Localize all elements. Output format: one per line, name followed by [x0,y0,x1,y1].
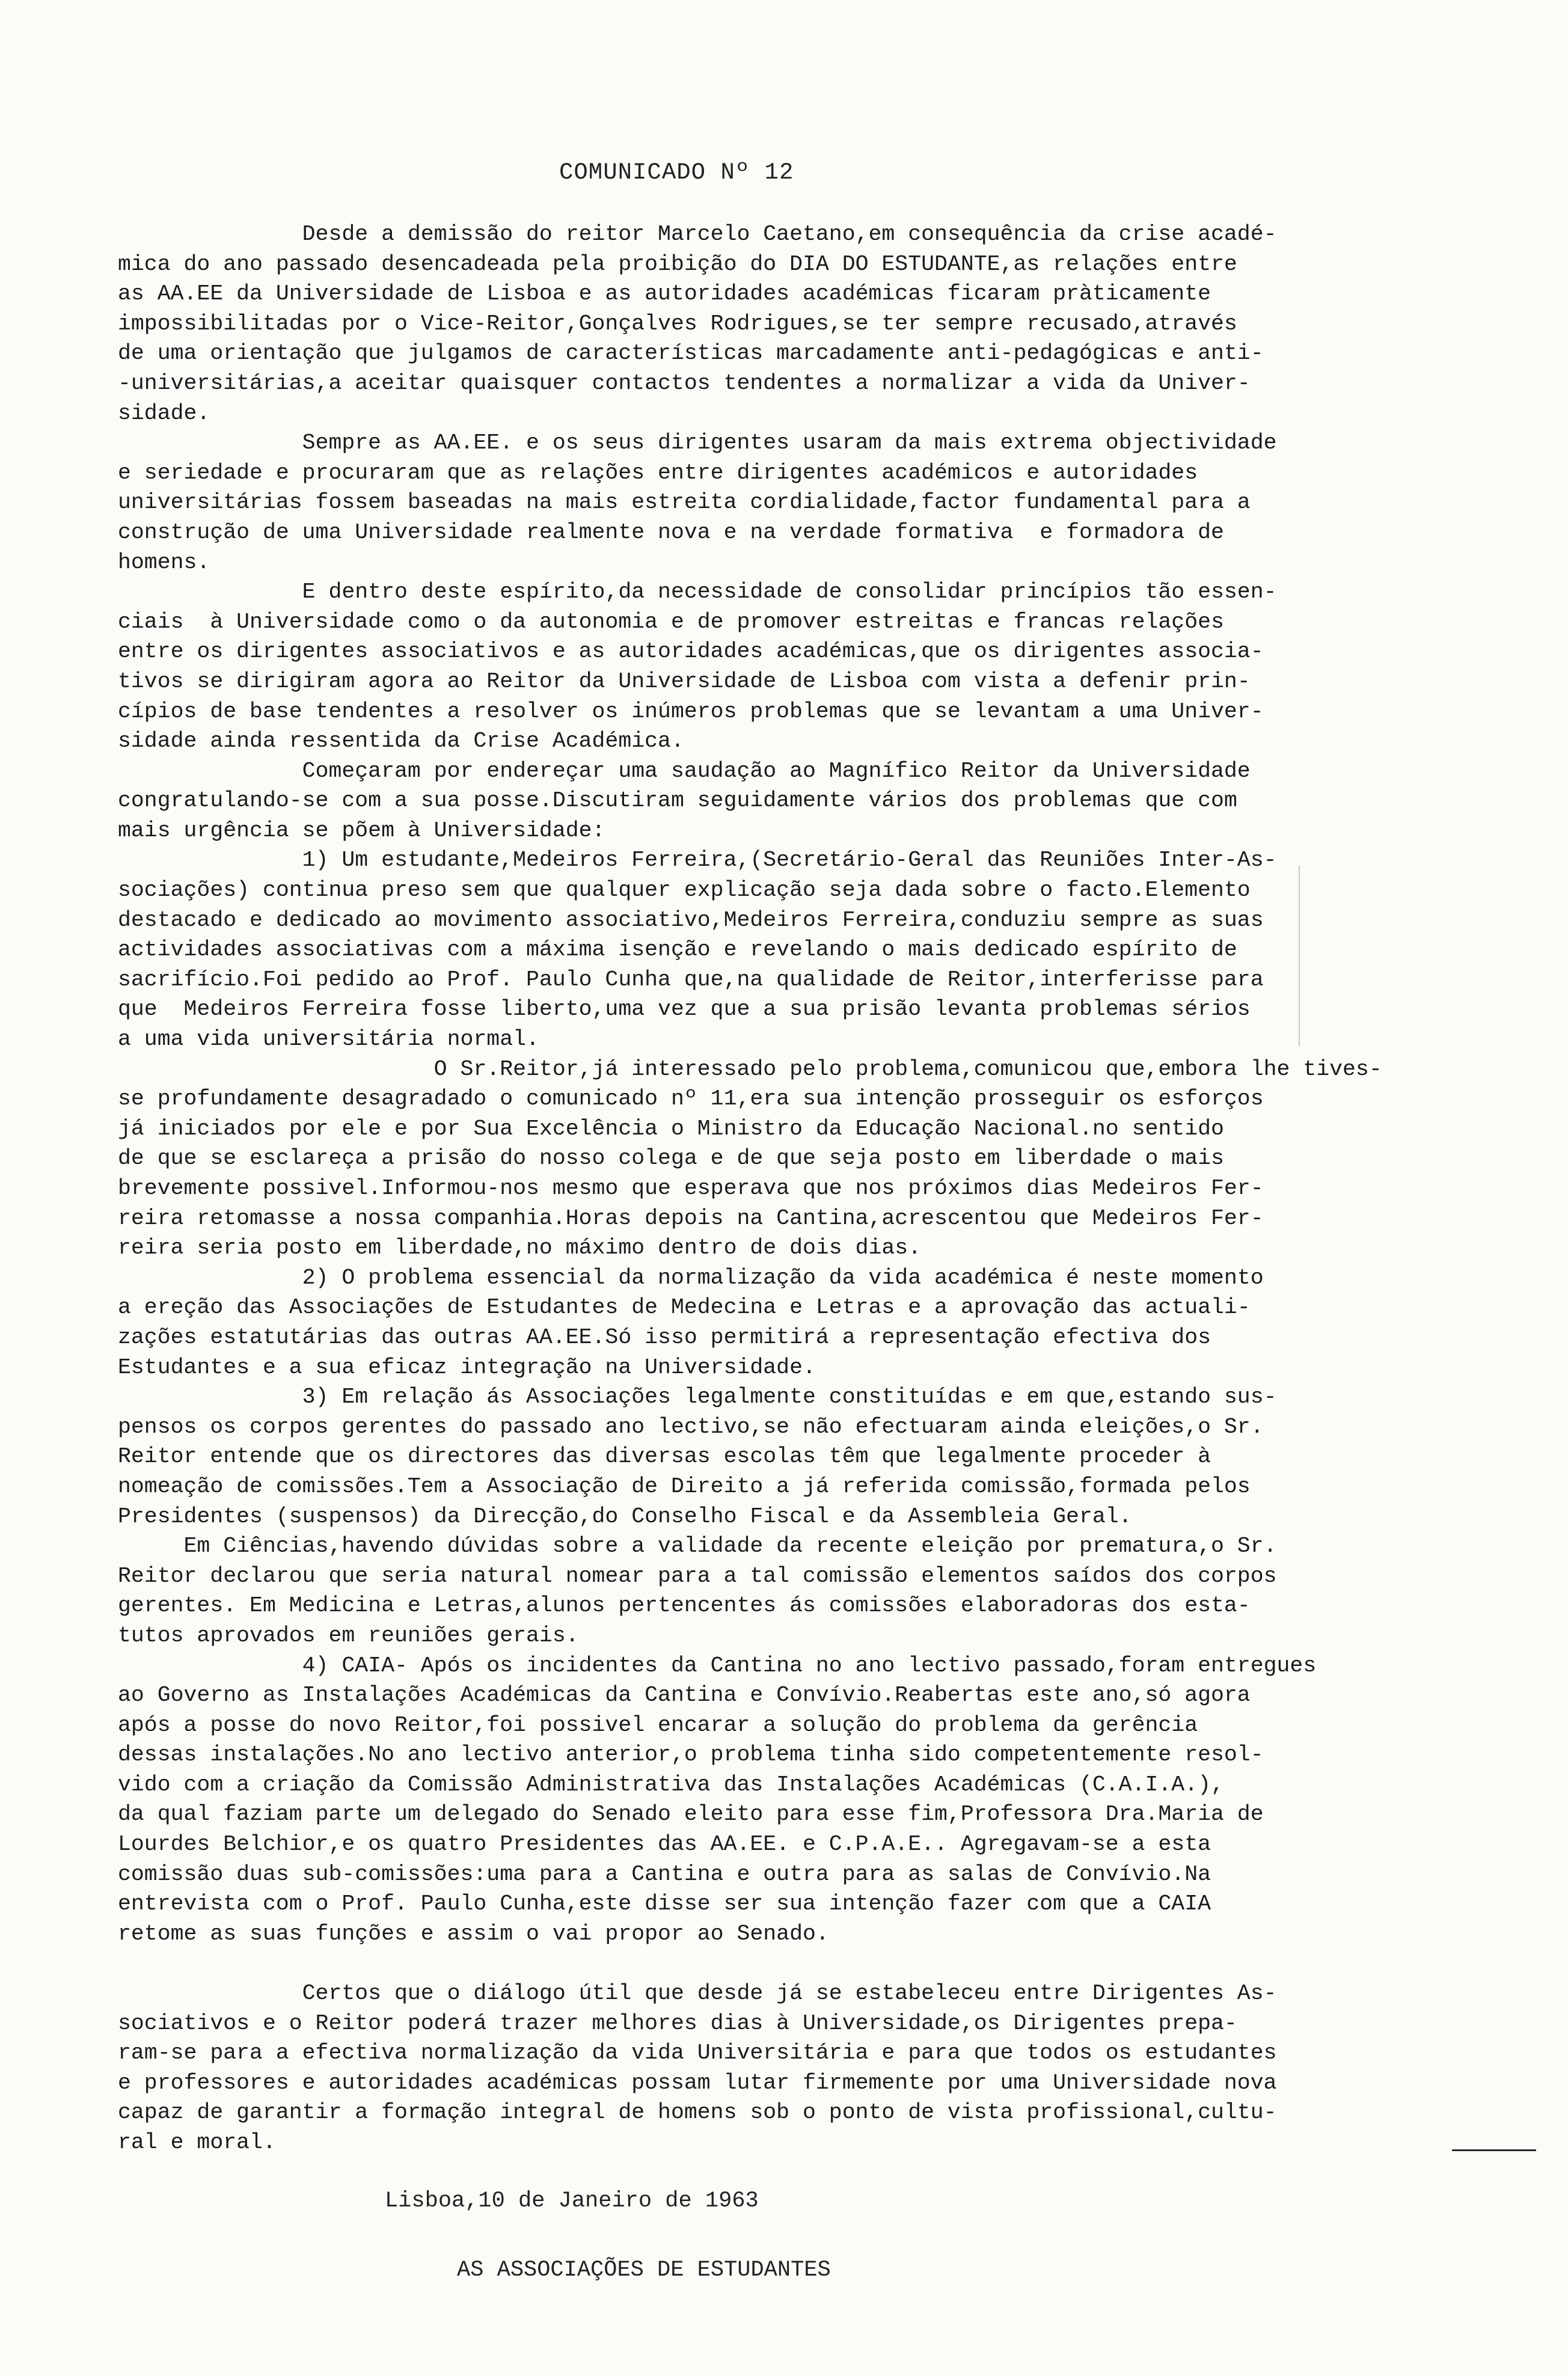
text-line: de que se esclareça a prisão do nosso colega e de que seja posto em liberdade o mais [118,1146,1224,1171]
text-line: entre os dirigentes associativos e as autoridades académicas,que os dirigentes associa- [118,639,1264,664]
text-line: sidade. [118,400,210,426]
text-line: ao Governo as Instalações Académicas da Cantina e Convívio.Reabertas este ano,só agora [118,1683,1251,1708]
text-line: sidade ainda ressentida da Crise Académica. [118,729,684,754]
text-line: que Medeiros Ferreira fosse liberto,uma vez que a sua prisão levanta problemas sérios [118,997,1251,1022]
text-line: mais urgência se põem à Universidade: [118,818,605,843]
text-line: já iniciados por ele e por Sua Excelência o Ministro da Educação Nacional.no sentido [118,1116,1224,1141]
text-line: Certos que o diálogo útil que desde já se estabeleceu entre Dirigentes As- [118,1981,1277,2006]
scan-mark [1452,2149,1536,2151]
text-line: entrevista com o Prof. Paulo Cunha,este disse ser sua intenção fazer com que a CAIA [118,1891,1211,1917]
text-line: tutos aprovados em reuniões gerais. [118,1623,579,1648]
place-and-date: Lisboa,10 de Janeiro de 1963 [385,2188,759,2214]
text-line: as AA.EE da Universidade de Lisboa e as autoridades académicas ficaram pràticamente [118,281,1211,307]
document-body [118,219,1465,2158]
text-line: comissão duas sub-comissões:uma para a Cantina e outra para as salas de Convívio.Na [118,1861,1211,1887]
text-line: 4) CAIA- Após os incidentes da Cantina no ano lectivo passado,foram entregues [118,1653,1317,1678]
text-line: Lourdes Belchior,e os quatro Presidentes das AA.EE. e C.P.A.E.. Agregavam-se a esta [118,1832,1211,1857]
text-line: Começaram por endereçar uma saudação ao Magnífico Reitor da Universidade [118,758,1251,783]
text-line: -universitárias,a aceitar quaisquer contactos tendentes a normalizar a vida da Univer- [118,370,1251,396]
text-line: Desde a demissão do reitor Marcelo Caetano,em consequência da crise acadé- [118,222,1277,246]
text-line: sociações) continua preso sem que qualquer explicação seja dada sobre o facto.Elemento [118,878,1251,903]
text-line: Em Ciências,havendo dúvidas sobre a validade da recente eleição por prematura,o Sr. [118,1534,1277,1559]
text-line: 3) Em relação ás Associações legalmente constituídas e em que,estando sus- [118,1385,1277,1410]
text-line: cípios de base tendentes a resolver os inúmeros problemas que se levantam a uma Univer- [118,699,1264,724]
text-line: de uma orientação que julgamos de características marcadamente anti-pedagógicas e anti- [118,341,1264,366]
text-line: Reitor declarou que seria natural nomear para a tal comissão elementos saídos dos corpos [118,1563,1277,1588]
text-line: se profundamente desagradado o comunicado nº 11,era sua intenção prosseguir os esforços [118,1086,1264,1112]
text-line: Presidentes (suspensos) da Direcção,do Conselho Fiscal e da Assembleia Geral. [118,1504,1132,1529]
text-line: brevemente possivel.Informou-nos mesmo que esperava que nos próximos dias Medeiros Fer- [118,1176,1264,1201]
text-line: Estudantes e a sua eficaz integração na Universidade. [118,1355,816,1380]
text-line: sociativos e o Reitor poderá trazer melhores dias à Universidade,os Dirigentes prepa- [118,2010,1237,2036]
text-line: 2) O problema essencial da normalização da vida académica é neste momento [118,1265,1264,1290]
text-line: dessas instalações.No ano lectivo anterior,o problema tinha sido competentemente resol- [118,1742,1264,1768]
text-line: Sempre as AA.EE. e os seus dirigentes usaram da mais extrema objectividade [118,430,1277,456]
scan-mark [1299,866,1300,1046]
text-line: actividades associativas com a máxima isenção e revelando o mais dedicado espírito de [118,937,1237,963]
text-line: universitárias fossem baseadas na mais estreita cordialidade,factor fundamental para a [118,490,1251,515]
text-line: ram-se para a efectiva normalização da vida Universitária e para que todos os estudantes [118,2041,1277,2066]
text-line: a uma vida universitária normal. [118,1027,539,1052]
text-line: O Sr.Reitor,já interessado pelo problema,comunicou que,embora lhe tives- [118,1056,1382,1082]
text-line: retome as suas funções e assim o vai propor ao Senado. [118,1921,829,1946]
text-line: homens. [118,550,210,575]
text-line: zações estatutárias das outras AA.EE.Só isso permitirá a representação efectiva dos [118,1324,1211,1350]
text-line: reira retomasse a nossa companhia.Horas depois na Cantina,acrescentou que Medeiros Fer- [118,1205,1264,1231]
text-line: impossibilitadas por o Vice-Reitor,Gonçalves Rodrigues,se ter sempre recusado,através [118,311,1237,336]
text-line: Reitor entende que os directores das diversas escolas têm que legalmente proceder à [118,1444,1211,1469]
text-line: e professores e autoridades académicas possam lutar firmemente por uma Universidade nova [118,2070,1277,2095]
text-line: pensos os corpos gerentes do passado ano lectivo,se não efectuaram ainda eleições,o Sr. [118,1414,1264,1439]
text-line: congratulando-se com a sua posse.Discutiram seguidamente vários dos problemas que com [118,788,1237,813]
text-line: construção de uma Universidade realmente nova e na verdade formativa e formadora de [118,519,1224,545]
text-line: reira seria posto em liberdade,no máximo dentro de dois dias. [118,1235,922,1261]
text-line: mica do ano passado desencadeada pela proibição do DIA DO ESTUDANTE,as relações entre [118,251,1237,277]
text-line: destacado e dedicado ao movimento associativo,Medeiros Ferreira,conduziu sempre as suas [118,907,1264,932]
signature-line: AS ASSOCIAÇÕES DE ESTUDANTES [457,2258,831,2283]
text-line: ral e moral. [118,2130,276,2155]
document-title: COMUNICADO Nº 12 [559,159,794,186]
text-line: sacrifício.Foi pedido ao Prof. Paulo Cunha que,na qualidade de Reitor,interferisse para [118,967,1264,992]
text-line [118,1949,1465,1979]
text-line: nomeação de comissões.Tem a Associação de Direito a já referida comissão,formada pelos [118,1474,1251,1499]
text-line: e seriedade e procuraram que as relações entre dirigentes académicos e autoridades [118,460,1198,485]
text-line: a ereção das Associações de Estudantes de Medecina e Letras e a aprovação das actuali- [118,1295,1251,1320]
text-line: capaz de garantir a formação integral de homens sob o ponto de vista profissional,cultu- [118,2100,1277,2125]
text-line: vido com a criação da Comissão Administrativa das Instalações Académicas (C.A.I.A.), [118,1772,1224,1797]
text-line: tivos se dirigiram agora ao Reitor da Universidade de Lisboa com vista a defenir prin- [118,669,1251,694]
text-line: da qual faziam parte um delegado do Senado eleito para esse fim,Professora Dra.Maria de [118,1802,1264,1827]
text-line: após a posse do novo Reitor,foi possivel encarar a solução do problema da gerência [118,1712,1198,1738]
text-line: E dentro deste espírito,da necessidade de consolidar princípios tão essen- [118,580,1277,605]
text-line: 1) Um estudante,Medeiros Ferreira,(Secretário-Geral das Reuniões Inter-As- [118,848,1277,873]
text-line: ciais à Universidade como o da autonomia e de promover estreitas e francas relações [118,609,1224,634]
text-line: gerentes. Em Medicina e Letras,alunos pertencentes ás comissões elaboradoras dos esta- [118,1593,1251,1618]
